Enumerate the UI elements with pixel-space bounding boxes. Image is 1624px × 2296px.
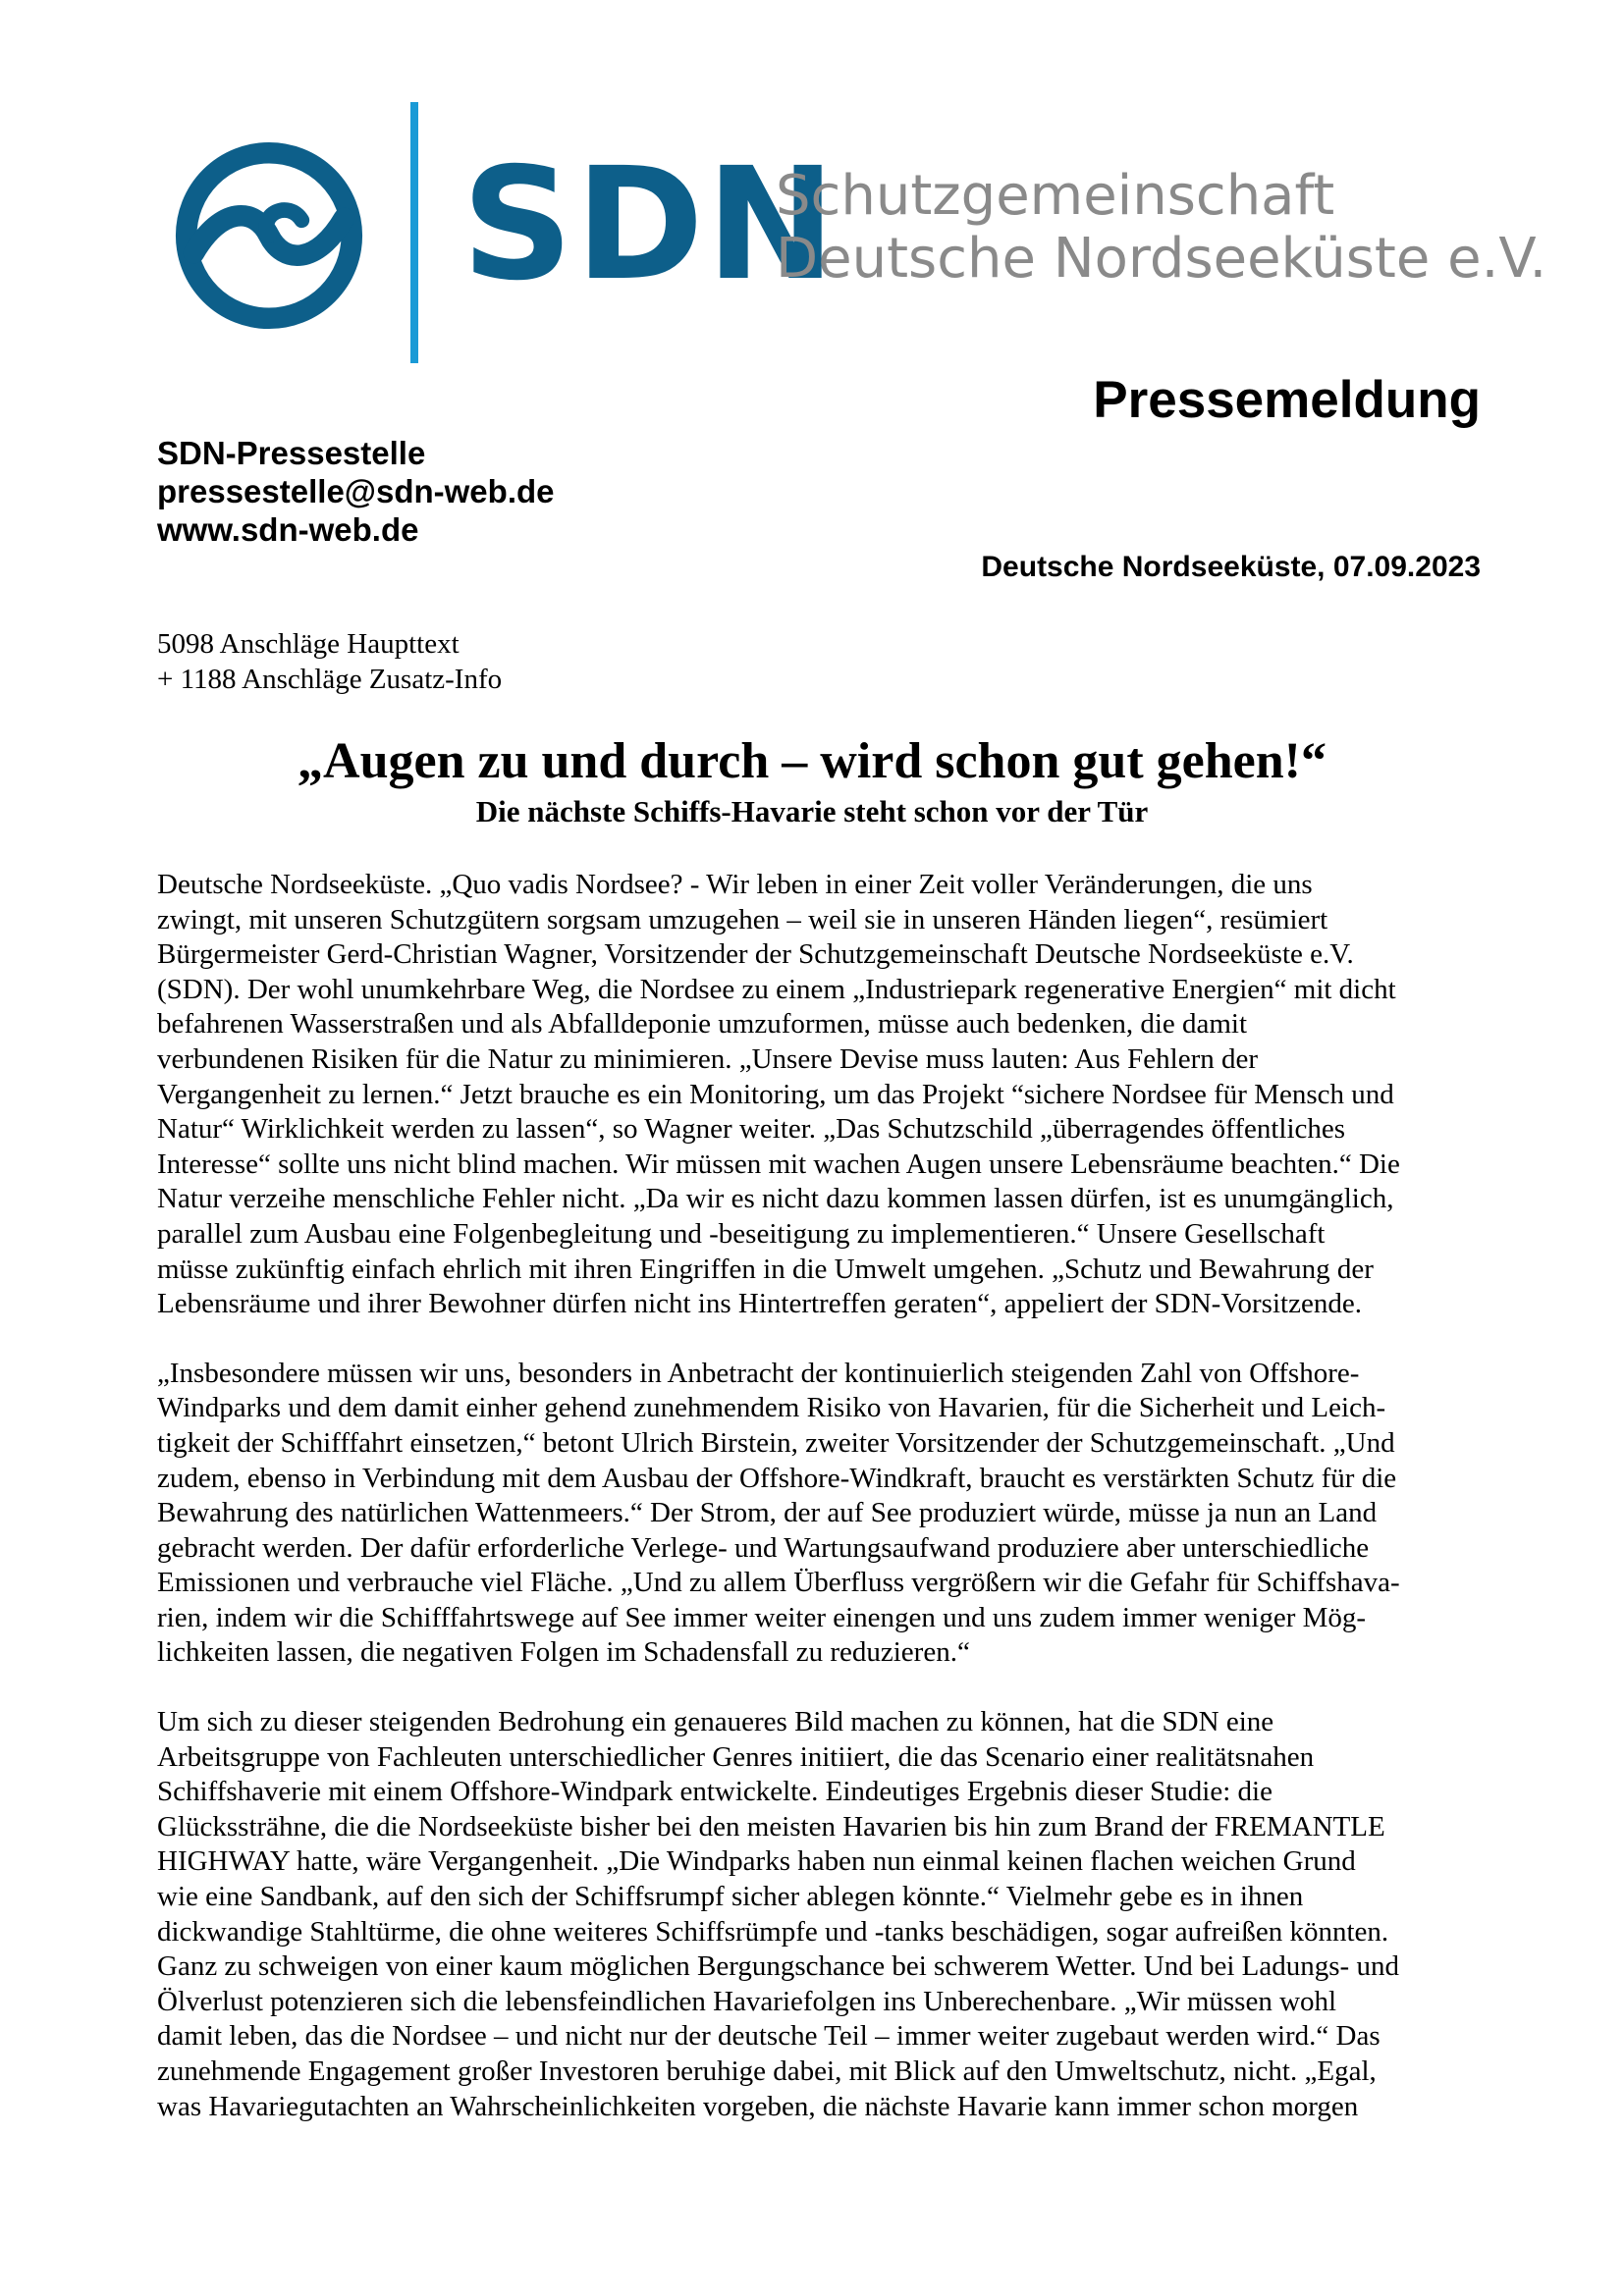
logo-divider bbox=[410, 102, 418, 363]
headline: „Augen zu und durch – wird schon gut gehen!“ bbox=[298, 733, 1326, 789]
character-counts bbox=[157, 626, 502, 697]
paragraph-line: parallel zum Ausbau eine Folgenbegleitung und -beseitigung zu implementieren.“ Unsere Gesellschaft bbox=[157, 1217, 1326, 1250]
paragraph-line: was Havariegutachten an Wahrscheinlichkeiten vorgeben, die nächste Havarie kann immer schon morgen bbox=[157, 2090, 1359, 2122]
paragraph-line: zunehmende Engagement großer Investoren beruhige dabei, mit Blick auf den Umweltschutz, nicht. „Egal, bbox=[157, 2056, 1377, 2087]
paragraph-line: HIGHWAY hatte, wäre Vergangenheit. „Die Windparks haben nun einmal keinen flachen weichen Grund bbox=[157, 1845, 1356, 1878]
paragraph-line: Bewahrung des natürlichen Wattenmeers.“ Der Strom, der auf See produziert würde, müsse ja nun an Land bbox=[157, 1497, 1378, 1529]
subheadline: Die nächste Schiffs-Havarie steht schon vor der Tür bbox=[475, 794, 1149, 828]
paragraph-line: verbundenen Risiken für die Natur zu minimieren. „Unsere Devise muss lauten: Aus Fehlern der bbox=[157, 1042, 1259, 1075]
paragraph-line: rien, indem wir die Schifffahrtswege auf See immer weiter einengen und uns zudem immer weniger Mög- bbox=[157, 1601, 1367, 1633]
paragraph-line: gebracht werden. Der dafür erforderliche Verlege- und Wartungsaufwand produziere aber unterschiedliche bbox=[157, 1531, 1370, 1564]
body-paragraph bbox=[157, 1357, 1485, 1671]
paragraph-line: Windparks und dem damit einher gehend zunehmendem Risiko von Havarien, für die Sicherheit und Leich- bbox=[157, 1392, 1386, 1424]
contact-office: SDN-Pressestelle bbox=[157, 435, 426, 471]
paragraph-line: Natur verzeihe menschliche Fehler nicht. „Da wir es nicht dazu kommen lassen dürfen, ist es unumgänglich, bbox=[157, 1183, 1394, 1215]
logo-abbreviation: SDN bbox=[461, 134, 839, 315]
paragraph-line: Ölverlust potenzieren sich die lebensfeindlichen Havariefolgen ins Unberechenbare. „Wir müssen wohl bbox=[157, 1985, 1337, 2017]
paragraph-line: (SDN). Der wohl unumkehrbare Weg, die Nordsee zu einem „Industriepark regenerative Energien“ mit dicht bbox=[157, 973, 1396, 1005]
place-and-date: Deutsche Nordseeküste, 07.09.2023 bbox=[981, 551, 1481, 583]
paragraph-line: Bürgermeister Gerd-Christian Wagner, Vorsitzender der Schutzgemeinschaft Deutsche Nordseeküste e.V. bbox=[157, 938, 1354, 971]
contact-website: www.sdn-web.de bbox=[157, 511, 419, 548]
logo-org-line: Schutzgemeinschaft bbox=[776, 164, 1335, 228]
paragraph-line: tigkeit der Schifffahrt einsetzen,“ betont Ulrich Birstein, zweiter Vorsitzender der Schutzgemeinschaft. „Und bbox=[157, 1426, 1395, 1459]
paragraph-line: dickwandige Stahltürme, die ohne weiteres Schiffsrümpfe und -tanks beschädigen, sogar aufreißen könnten. bbox=[157, 1915, 1389, 1948]
paragraph-line: Natur“ Wirklichkeit werden zu lassen“, so Wagner weiter. „Das Schutzschild „überragendes öffentliches bbox=[157, 1113, 1346, 1146]
paragraph-line: Lebensräume und ihrer Bewohner dürfen nicht ins Hintertreffen geraten“, appeliert der SDN-Vorsitzende. bbox=[157, 1288, 1362, 1320]
paragraph-line: Um sich zu dieser steigenden Bedrohung ein genaueres Bild machen zu können, hat die SDN eine bbox=[157, 1706, 1274, 1738]
logo-organization-name bbox=[776, 165, 1546, 291]
paragraph-line: zwingt, mit unseren Schutzgütern sorgsam umzugehen – weil sie in unseren Händen liegen“, resümiert bbox=[157, 903, 1328, 935]
paragraph-line: müsse zukünftig einfach ehrlich mit ihren Eingriffen in die Umwelt umgehen. „Schutz und Bewahrung der bbox=[157, 1253, 1374, 1285]
paragraph-line: „Insbesondere müssen wir uns, besonders in Anbetracht der kontinuierlich steigenden Zahl von Offshore- bbox=[157, 1357, 1360, 1389]
sdn-wave-logo-icon bbox=[173, 139, 365, 332]
paragraph-line: Vergangenheit zu lernen.“ Jetzt brauche es ein Monitoring, um das Projekt “sichere Nordsee für Mensch und bbox=[157, 1078, 1394, 1110]
paragraph-line: lichkeiten lassen, die negativen Folgen im Schadensfall zu reduzieren.“ bbox=[157, 1636, 970, 1669]
paragraph-line: zudem, ebenso in Verbindung mit dem Ausbau der Offshore-Windkraft, braucht es verstärkten Schutz für die bbox=[157, 1462, 1397, 1494]
paragraph-line: damit leben, das die Nordsee – und nicht nur der deutsche Teil – immer weiter zugebaut werden wird.“ Das bbox=[157, 2020, 1380, 2053]
count-extra-info: + 1188 Anschläge Zusatz-Info bbox=[157, 664, 503, 695]
paragraph-line: Glückssträhne, die die Nordseeküste bisher bei den meisten Havarien bis hin zum Brand der FREMANTLE bbox=[157, 1810, 1385, 1842]
press-contact bbox=[157, 434, 555, 549]
paragraph-line: Interesse“ sollte uns nicht blind machen. Wir müssen mit wachen Augen unsere Lebensräume beachten.“ Die bbox=[157, 1148, 1400, 1180]
document-title: Pressemeldung bbox=[1093, 371, 1481, 429]
body-paragraph bbox=[157, 1705, 1485, 2124]
paragraph-line: Arbeitsgruppe von Fachleuten unterschiedlicher Genres initiiert, die das Scenario einer realitätsnahen bbox=[157, 1740, 1315, 1773]
contact-email: pressestelle@sdn-web.de bbox=[157, 473, 555, 509]
paragraph-line: befahrenen Wasserstraßen und als Abfalldeponie umzuformen, müsse auch bedenken, die damit bbox=[157, 1008, 1248, 1041]
paragraph-line: Ganz zu schweigen von einer kaum möglichen Bergungschance bei schwerem Wetter. Und bei Ladungs- und bbox=[157, 1950, 1399, 1983]
logo-org-line: Deutsche Nordseeküste e.V. bbox=[776, 227, 1547, 291]
paragraph-line: Deutsche Nordseeküste. „Quo vadis Nordsee? - Wir leben in einer Zeit voller Veränderungen, die uns bbox=[157, 869, 1313, 900]
paragraph-line: Schiffshaverie mit einem Offshore-Windpark entwickelte. Eindeutiges Ergebnis dieser Studie: die bbox=[157, 1776, 1272, 1808]
paragraph-line: Emissionen und verbrauche viel Fläche. „Und zu allem Überfluss vergrößern wir die Gefahr für Schiffshava- bbox=[157, 1567, 1400, 1599]
paragraph-line: wie eine Sandbank, auf den sich der Schiffsrumpf sicher ablegen könnte.“ Vielmehr gebe es in ihnen bbox=[157, 1881, 1304, 1913]
body-text bbox=[157, 868, 1485, 2159]
body-paragraph bbox=[157, 868, 1485, 1322]
count-main-text: 5098 Anschläge Haupttext bbox=[157, 628, 460, 660]
